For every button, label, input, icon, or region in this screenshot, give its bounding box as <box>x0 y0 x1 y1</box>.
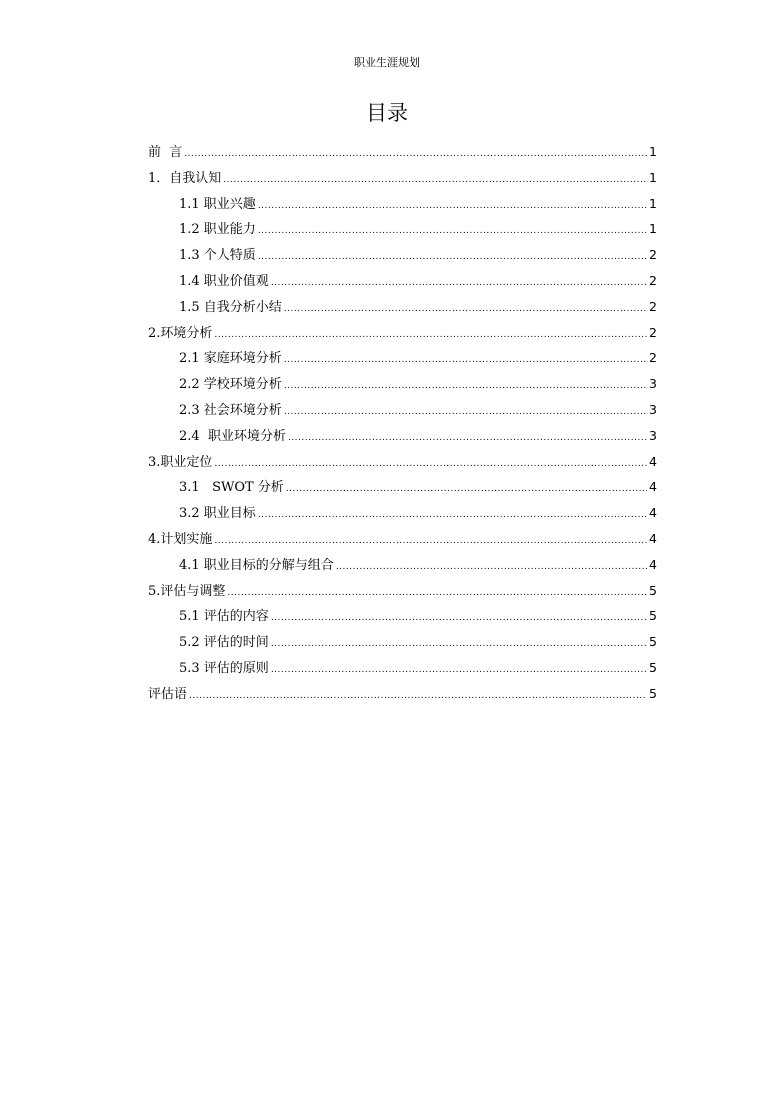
toc-entry[interactable] <box>148 397 657 423</box>
dot-leader <box>286 477 647 503</box>
toc-title: 目录 <box>366 101 408 125</box>
toc-entry[interactable] <box>148 165 657 191</box>
dot-leader <box>288 426 647 452</box>
dot-leader <box>227 581 647 607</box>
toc-entry[interactable] <box>148 371 657 397</box>
dot-leader <box>271 632 647 658</box>
toc-entry[interactable] <box>148 603 657 629</box>
toc-entry[interactable] <box>148 294 657 320</box>
toc-entry-page-number: 2 <box>649 272 657 288</box>
toc-entry[interactable] <box>148 242 657 268</box>
toc-entry-page-number: 2 <box>649 350 657 366</box>
toc-entry-page-number: 3 <box>649 376 657 392</box>
toc-entry-title: 3.2 职业目标 <box>179 506 256 522</box>
toc-entry-page-number: 1 <box>649 144 657 159</box>
dot-leader <box>214 529 647 555</box>
toc-entry-page-number: 5 <box>649 608 657 624</box>
toc-entry-page-number: 3 <box>649 427 657 443</box>
dot-leader <box>214 452 647 478</box>
toc-entry-page-number: 3 <box>649 401 657 417</box>
toc-entry-title: 5.3 评估的原则 <box>179 660 269 676</box>
dot-leader <box>258 503 647 529</box>
dot-leader <box>284 400 647 426</box>
toc-entry-page-number: 2 <box>649 247 657 263</box>
toc-entry-page-number: 4 <box>649 556 657 572</box>
toc-entry-page-number: 2 <box>649 324 657 340</box>
toc-entry-page-number: 4 <box>649 453 657 469</box>
toc-entry-title: 5.评估与调整 <box>148 583 226 599</box>
toc-entry-page-number: 2 <box>649 298 657 314</box>
toc-entry[interactable] <box>148 629 657 655</box>
dot-leader <box>271 606 647 632</box>
toc-entry[interactable] <box>148 578 657 604</box>
toc-entry[interactable] <box>148 681 657 707</box>
toc-entry-page-number: 4 <box>649 505 657 521</box>
toc-entry-page-number: 4 <box>649 530 657 546</box>
toc-entry-page-number: 4 <box>649 479 657 495</box>
toc-entry[interactable] <box>148 474 657 500</box>
toc-entry[interactable] <box>148 423 657 449</box>
dot-leader <box>184 142 647 168</box>
toc-entry-title: 4.1 职业目标的分解与组合 <box>179 557 334 573</box>
toc-entry[interactable] <box>148 500 657 526</box>
toc-entry-title: 1.3 个人特质 <box>179 248 256 264</box>
dot-leader <box>284 374 647 400</box>
toc-entry[interactable] <box>148 268 657 294</box>
toc-entry-title: 2.4 职业环境分析 <box>179 428 286 444</box>
toc-entry-page-number: 5 <box>649 685 657 701</box>
toc-entry[interactable] <box>148 139 657 165</box>
toc-entry[interactable] <box>148 449 657 475</box>
toc-entry-page-number: 1 <box>649 221 657 237</box>
toc-entry-page-number: 1 <box>649 169 657 185</box>
toc-entry[interactable] <box>148 526 657 552</box>
toc-entry-title: 3.1 SWOT 分析 <box>179 480 284 496</box>
table-of-contents <box>148 139 657 707</box>
toc-entry-title: 1.5 自我分析小结 <box>179 299 282 315</box>
toc-entry[interactable] <box>148 320 657 346</box>
dot-leader <box>258 194 647 220</box>
dot-leader <box>223 168 647 194</box>
toc-entry-title: 2.1 家庭环境分析 <box>179 351 282 367</box>
dot-leader <box>271 271 647 297</box>
toc-entry-title: 5.2 评估的时间 <box>179 635 269 651</box>
toc-entry-title: 2.环境分析 <box>148 325 213 341</box>
dot-leader <box>189 684 647 710</box>
dot-leader <box>284 348 647 374</box>
running-header: 职业生涯规划 <box>354 56 420 69</box>
dot-leader <box>214 323 647 349</box>
toc-entry-title: 1.1 职业兴趣 <box>179 196 256 212</box>
toc-entry-title: 2.3 社会环境分析 <box>179 402 282 418</box>
toc-entry-title: 评估语 <box>148 686 188 702</box>
toc-entry-page-number: 5 <box>649 582 657 598</box>
toc-entry-title: 1.2 职业能力 <box>179 222 256 238</box>
toc-entry-page-number: 1 <box>649 195 657 211</box>
toc-entry-title: 5.1 评估的内容 <box>179 609 269 625</box>
toc-entry[interactable] <box>148 191 657 217</box>
toc-entry-title: 3.职业定位 <box>148 454 213 470</box>
toc-entry-page-number: 5 <box>649 659 657 675</box>
toc-entry[interactable] <box>148 655 657 681</box>
dot-leader <box>271 658 647 684</box>
dot-leader <box>258 219 647 245</box>
dot-leader <box>336 555 647 581</box>
toc-entry-title: 2.2 学校环境分析 <box>179 377 282 393</box>
toc-entry-title: 1．自我认知 <box>148 170 222 186</box>
toc-entry-title: 前 言 <box>148 145 183 160</box>
toc-entry[interactable] <box>148 216 657 242</box>
toc-entry-page-number: 5 <box>649 634 657 650</box>
dot-leader <box>284 297 647 323</box>
toc-entry-title: 1.4 职业价值观 <box>179 273 269 289</box>
toc-entry[interactable] <box>148 345 657 371</box>
toc-entry-title: 4.计划实施 <box>148 531 213 547</box>
dot-leader <box>258 245 647 271</box>
toc-entry[interactable] <box>148 552 657 578</box>
